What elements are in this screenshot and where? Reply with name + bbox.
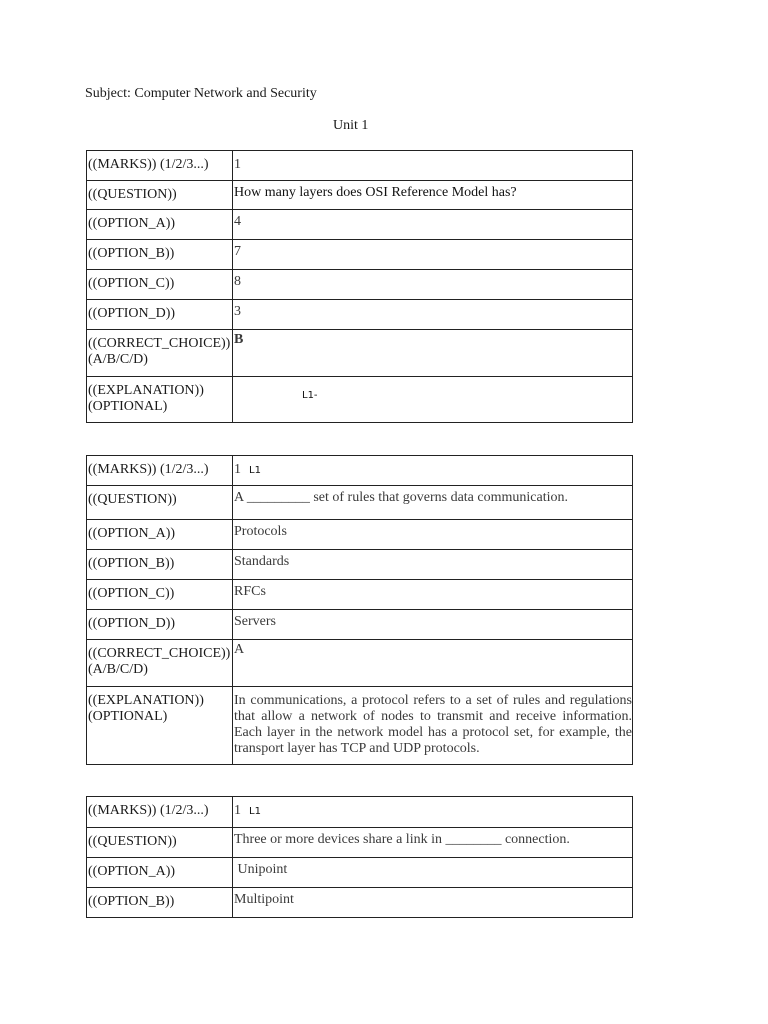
correct-choice-label bbox=[87, 640, 233, 687]
question-label: ((QUESTION)) bbox=[87, 486, 233, 520]
correct-choice-value: B bbox=[233, 330, 633, 377]
explanation-label-line1: ((EXPLANATION)) bbox=[88, 693, 204, 708]
correct-choice-label-line2: (A/B/C/D) bbox=[88, 662, 148, 677]
question-table-1 bbox=[86, 150, 633, 423]
marks-row bbox=[87, 797, 633, 828]
option-c-row bbox=[87, 270, 633, 300]
correct-choice-label-line2: (A/B/C/D) bbox=[88, 352, 148, 367]
option-b-value: 7 bbox=[233, 240, 633, 270]
option-c-label: ((OPTION_C)) bbox=[87, 270, 233, 300]
option-b-value: Standards bbox=[233, 550, 633, 580]
explanation-label bbox=[87, 377, 233, 423]
explanation-row bbox=[87, 377, 633, 423]
option-b-row bbox=[87, 550, 633, 580]
explanation-row bbox=[87, 687, 633, 765]
question-text: How many layers does OSI Reference Model has? bbox=[233, 181, 633, 210]
correct-choice-row bbox=[87, 330, 633, 377]
option-d-row bbox=[87, 610, 633, 640]
marks-number: 1 bbox=[234, 157, 241, 172]
question-table-3 bbox=[86, 796, 633, 918]
marks-label: ((MARKS)) (1/2/3...) bbox=[87, 151, 233, 181]
option-b-label: ((OPTION_B)) bbox=[87, 888, 233, 918]
question-text: A _________ set of rules that governs data communication. bbox=[233, 486, 633, 520]
correct-choice-value: A bbox=[233, 640, 633, 687]
question-row bbox=[87, 486, 633, 520]
option-a-label: ((OPTION_A)) bbox=[87, 858, 233, 888]
option-a-value: Protocols bbox=[233, 520, 633, 550]
option-a-label: ((OPTION_A)) bbox=[87, 520, 233, 550]
question-row bbox=[87, 181, 633, 210]
level-tag: L1- bbox=[302, 390, 318, 401]
option-a-row bbox=[87, 210, 633, 240]
marks-value bbox=[233, 456, 633, 486]
marks-number: 1 bbox=[234, 462, 241, 477]
question-row bbox=[87, 828, 633, 858]
option-c-row bbox=[87, 580, 633, 610]
option-d-value: 3 bbox=[233, 300, 633, 330]
option-d-label: ((OPTION_D)) bbox=[87, 300, 233, 330]
correct-choice-row bbox=[87, 640, 633, 687]
option-b-label: ((OPTION_B)) bbox=[87, 240, 233, 270]
option-a-value: Unipoint bbox=[233, 858, 633, 888]
correct-choice-label-line1: ((CORRECT_CHOICE)) bbox=[88, 646, 231, 661]
option-c-value: 8 bbox=[233, 270, 633, 300]
correct-choice-label-line1: ((CORRECT_CHOICE)) bbox=[88, 336, 231, 351]
correct-choice-label bbox=[87, 330, 233, 377]
option-b-label: ((OPTION_B)) bbox=[87, 550, 233, 580]
marks-label: ((MARKS)) (1/2/3...) bbox=[87, 456, 233, 486]
question-label: ((QUESTION)) bbox=[87, 828, 233, 858]
option-d-label: ((OPTION_D)) bbox=[87, 610, 233, 640]
option-c-label: ((OPTION_C)) bbox=[87, 580, 233, 610]
marks-label: ((MARKS)) (1/2/3...) bbox=[87, 797, 233, 828]
unit-title: Unit 1 bbox=[333, 118, 369, 133]
option-d-row bbox=[87, 300, 633, 330]
explanation-label-line1: ((EXPLANATION)) bbox=[88, 383, 204, 398]
marks-value bbox=[233, 797, 633, 828]
option-a-label: ((OPTION_A)) bbox=[87, 210, 233, 240]
question-table-2 bbox=[86, 455, 633, 765]
explanation-value bbox=[233, 377, 633, 423]
option-b-row bbox=[87, 240, 633, 270]
explanation-label-line2: (OPTIONAL) bbox=[88, 709, 168, 724]
explanation-value: In communications, a protocol refers to a set of rules and regulations that allow a network of nodes to transmit and receive information. Each layer in the network model has a protocol set, for example, the transport layer has TCP and UDP protocols. bbox=[233, 687, 633, 765]
explanation-label bbox=[87, 687, 233, 765]
option-d-value: Servers bbox=[233, 610, 633, 640]
level-tag: L1 bbox=[249, 465, 261, 476]
question-label: ((QUESTION)) bbox=[87, 181, 233, 210]
option-b-row bbox=[87, 888, 633, 918]
marks-number: 1 bbox=[234, 803, 241, 818]
option-a-value: 4 bbox=[233, 210, 633, 240]
marks-row bbox=[87, 151, 633, 181]
option-b-value: Multipoint bbox=[233, 888, 633, 918]
option-a-row bbox=[87, 520, 633, 550]
marks-row bbox=[87, 456, 633, 486]
marks-value bbox=[233, 151, 633, 181]
explanation-label-line2: (OPTIONAL) bbox=[88, 399, 168, 414]
level-tag: L1 bbox=[249, 806, 261, 817]
subject-line: Subject: Computer Network and Security bbox=[85, 86, 317, 101]
option-a-row bbox=[87, 858, 633, 888]
option-c-value: RFCs bbox=[233, 580, 633, 610]
question-text: Three or more devices share a link in ________ connection. bbox=[233, 828, 633, 858]
